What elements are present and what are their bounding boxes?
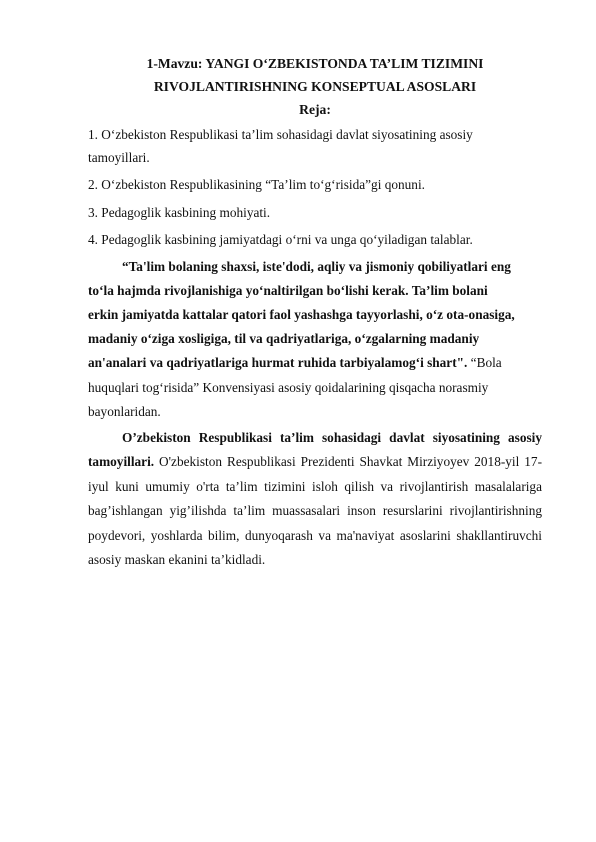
section-text: O'zbekiston Respublikasi Prezidenti Shavkat Mirziyoyev 2018-yil 17-iyul kuni umumiy o'rta ta’lim tizimini isloh qilish va rivojlantirish masalalariga bag’ishlangan yig’ilishda ta’lim muassasalari inson resurslarini rivojlantirishning poydevori, yoshlarda bilim, dunyoqarash va ma'naviyat asoslarini shakllantiruvchi asosiy maskan ekanini ta’kidladi.: [88, 454, 542, 567]
section-paragraph: [88, 426, 542, 572]
plan-heading: Reja:: [299, 102, 331, 117]
section-heading: O’zbekiston Respublikasi ta’lim sohasidagi davlat siyosatining asosiy tamoyillari.: [88, 429, 542, 470]
plan-list: [88, 124, 542, 252]
document-title-line-2: RIVOJLANTIRISHNING KONSEPTUAL ASOSLARI: [153, 79, 477, 94]
plan-item: 2. O‘zbekiston Respublikasining “Ta’lim to‘g‘risida”gi qonuni.: [88, 177, 425, 192]
document-title-line-1: 1-Mavzu: YANGI O‘ZBEKISTONDA TA’LIM TIZIMINI: [146, 56, 484, 71]
plan-item: 3. Pedagoglik kasbining mohiyati.: [88, 204, 271, 220]
document-page: [88, 52, 542, 572]
plan-item: 4. Pedagoglik kasbining jamiyatdagi o‘rni va unga qo‘yiladigan talablar.: [88, 232, 473, 247]
epigraph-source: “Bola huquqlari tog‘risida” Konvensiyasi asosiy qoidalarining qisqacha norasmiy bayonlaridan.: [88, 355, 502, 419]
epigraph-quote: “Ta'lim bolaning shaxsi, iste'dodi, aqliy va jismoniy qobiliyatlari eng to‘la hajmda rivojlanishiga yo‘naltirilgan bo‘lishi kerak. Ta’lim bolani erkin jamiyatda kattalar qatori faol yashashga tayyorlashi, o‘z ota-onasiga, madaniy o‘ziga xosligiga, til va qadriyatlariga, o‘zgalarning madaniy an'analari va qadriyatlariga hurmat ruhida tarbiyalamog‘i shart".: [88, 258, 515, 371]
epigraph-paragraph: [88, 255, 542, 424]
plan-item: 1. O‘zbekiston Respublikasi ta’lim sohasidagi davlat siyosatining asosiy tamoyillari.: [88, 127, 473, 165]
